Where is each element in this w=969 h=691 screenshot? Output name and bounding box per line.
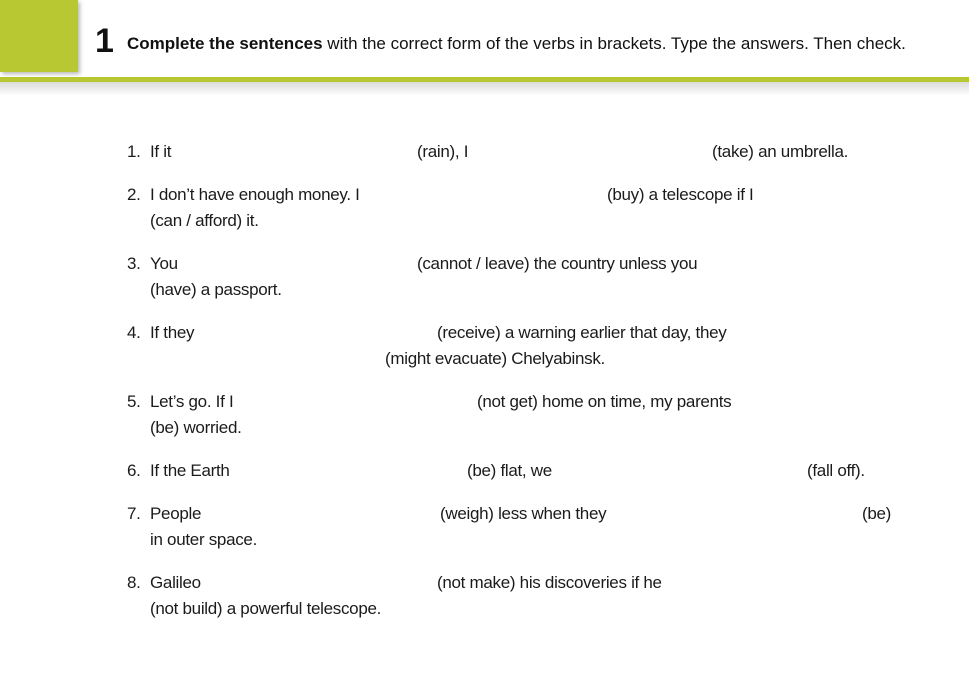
- item-number: 2.: [127, 185, 141, 204]
- answer-input-7a[interactable]: [204, 502, 428, 526]
- answer-input-1b[interactable]: [484, 140, 702, 164]
- answer-input-5b[interactable]: [752, 390, 884, 414]
- item-text: (take) an umbrella.: [712, 142, 849, 161]
- answer-input-3b[interactable]: [716, 252, 884, 276]
- item-number: 4.: [127, 323, 141, 342]
- item-text: If it: [150, 142, 172, 161]
- item-text: Let’s go. If I: [150, 392, 234, 411]
- item-text: People: [150, 504, 202, 523]
- item-number: 1.: [127, 142, 141, 161]
- item-number: 5.: [127, 392, 141, 411]
- divider-shadow: [0, 82, 969, 96]
- answer-input-6b[interactable]: [572, 459, 796, 483]
- item-text: If the Earth: [150, 461, 230, 480]
- item-text: (be) worried.: [150, 418, 242, 437]
- instruction-rest: with the correct form of the verbs in brackets. Type the answers. Then check.: [322, 34, 906, 53]
- item-text: (buy) a telescope if I: [607, 185, 754, 204]
- item-text: (cannot / leave) the country unless you: [417, 254, 698, 273]
- answer-input-8a[interactable]: [204, 571, 426, 595]
- item-text: (not build) a powerful telescope.: [150, 599, 382, 618]
- item-text: Galileo: [150, 573, 201, 592]
- item-number: 6.: [127, 461, 141, 480]
- answer-input-3a[interactable]: [188, 252, 406, 276]
- answer-input-1a[interactable]: [188, 140, 406, 164]
- answer-input-2a[interactable]: [374, 183, 596, 207]
- item-text: (receive) a warning earlier that day, they: [437, 323, 727, 342]
- item-text: You: [150, 254, 178, 273]
- accent-square: [0, 0, 78, 72]
- answer-input-8b[interactable]: [688, 571, 883, 595]
- item-text: (not make) his discoveries if he: [437, 573, 662, 592]
- item-text: (have) a passport.: [150, 280, 282, 299]
- answer-input-6a[interactable]: [236, 459, 456, 483]
- item-text: (can / afford) it.: [150, 211, 259, 230]
- item-text: If they: [150, 323, 195, 342]
- answer-input-4a[interactable]: [210, 321, 426, 345]
- item-number: 3.: [127, 254, 141, 273]
- item-text: (might evacuate) Chelyabinsk.: [385, 349, 605, 368]
- item-number: 8.: [127, 573, 141, 592]
- instruction-text: [127, 34, 906, 54]
- answer-input-7b[interactable]: [624, 502, 852, 526]
- item-text: (not get) home on time, my parents: [477, 392, 732, 411]
- exercise-number: 1: [95, 22, 114, 60]
- item-text: (rain), I: [417, 142, 469, 161]
- answer-input-4b[interactable]: [150, 347, 378, 371]
- answer-input-5a[interactable]: [250, 390, 466, 414]
- item-text: (fall off).: [807, 461, 865, 480]
- item-number: 7.: [127, 504, 141, 523]
- item-text: in outer space.: [150, 530, 258, 549]
- item-text: (weigh) less when they: [440, 504, 607, 523]
- item-text: (be): [862, 504, 892, 523]
- instruction-bold: Complete the sentences: [127, 34, 323, 53]
- answer-input-2b[interactable]: [768, 183, 883, 207]
- item-text: (be) flat, we: [467, 461, 552, 480]
- item-text: I don’t have enough money. I: [150, 185, 360, 204]
